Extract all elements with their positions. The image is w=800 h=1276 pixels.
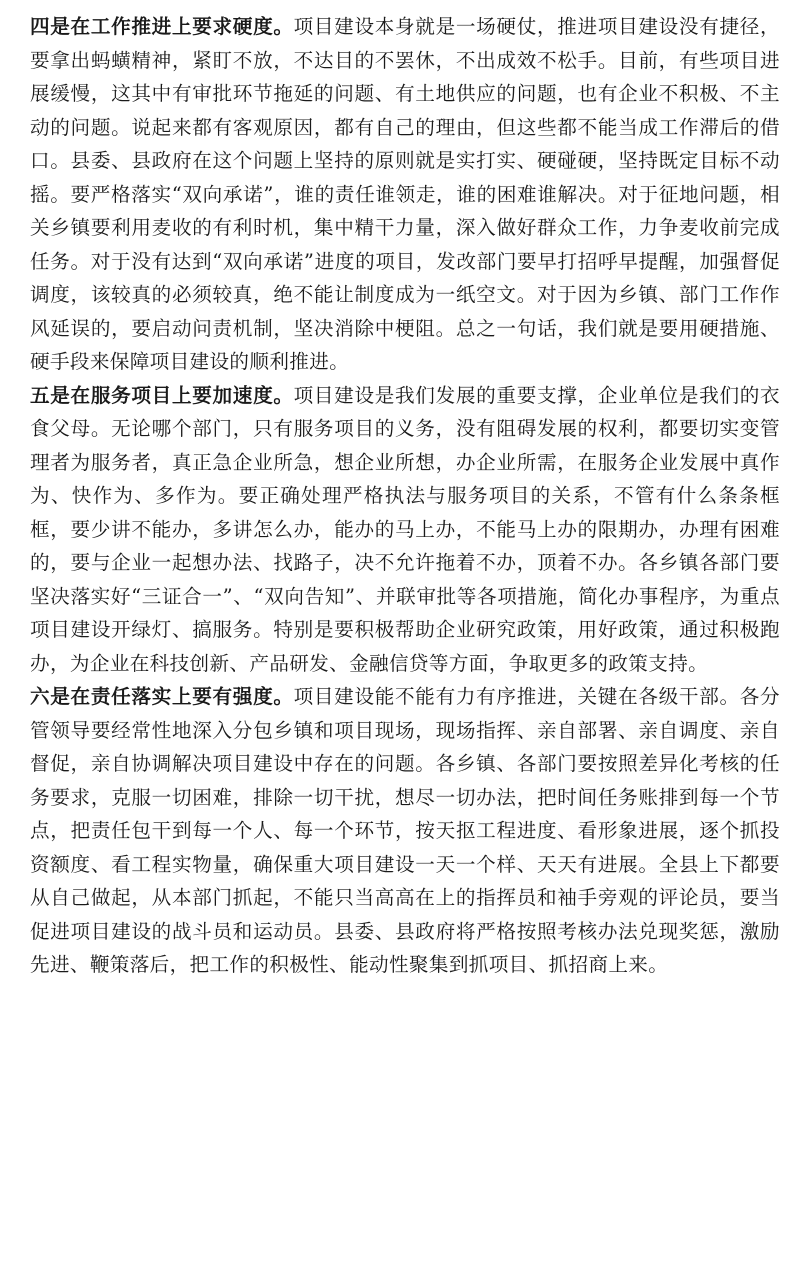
paragraph-heading: 四是在工作推进上要求硬度。: [30, 15, 294, 38]
paragraph-body: 项目建设能不能有力有序推进，关键在各级干部。各分管领导要经常性地深入分包乡镇和项目现场，现场指挥、亲自部署、亲自调度、亲自督促，亲自协调解决项目建设中存在的问题。各乡镇、各部门要按照差异化考核的任务要求，克服一切困难，排除一切干扰，想尽一切办法，把时间任务账排到每一个节点，把责任包干到每一个人、每一个环节，按天抠工程进度、看形象进展，逐个抓投资额度、看工程实物量，确保重大项目建设一天一个样、天天有进展。全县上下都要从自己做起，从本部门抓起，不能只当高高在上的指挥员和袖手旁观的评论员，要当促进项目建设的战斗员和运动员。县委、县政府将严格按照考核办法兑现奖惩，激励先进、鞭策落后，把工作的积极性、能动性聚集到抓项目、抓招商上来。: [30, 685, 780, 976]
paragraph-body: 项目建设是我们发展的重要支撑，企业单位是我们的衣食父母。无论哪个部门，只有服务项目的义务，没有阻碍发展的权利，都要切实变管理者为服务者，真正急企业所急，想企业所想，办企业所需，在服务企业发展中真作为、快作为、多作为。要正确处理严格执法与服务项目的关系，不管有什么条条框框，要少讲不能办，多讲怎么办，能办的马上办，不能马上办的限期办，办理有困难的，要与企业一起想办法、找路子，决不允许拖着不办，顶着不办。各乡镇各部门要坚决落实好“三证合一”、“双向告知”、并联审批等各项措施，简化办事程序，为重点项目建设开绿灯、搞服务。特别是要积极帮助企业研究政策，用好政策，通过积极跑办，为企业在科技创新、产品研发、金融信贷等方面，争取更多的政策支持。: [30, 383, 780, 675]
paragraph-work-progress: [30, 10, 780, 379]
paragraph-heading: 五是在服务项目上要加速度。: [30, 383, 294, 407]
paragraph-heading: 六是在责任落实上要有强度。: [30, 685, 294, 708]
paragraph-body: 项目建设本身就是一场硬仗，推进项目建设没有捷径，要拿出蚂蟥精神，紧盯不放，不达目的不罢休，不出成效不松手。目前，有些项目进展缓慢，这其中有审批环节拖延的问题、有土地供应的问题，也有企业不积极、不主动的问题。说起来都有客观原因，都有自己的理由，但这些都不能当成工作滞后的借口。县委、县政府在这个问题上坚持的原则就是实打实、硬碰硬，坚持既定目标不动摇。要严格落实“双向承诺”，谁的责任谁领走，谁的困难谁解决。对于征地问题，相关乡镇要利用麦收的有利时机，集中精干力量，深入做好群众工作，力争麦收前完成任务。对于没有达到“双向承诺”进度的项目，发改部门要早打招呼早提醒，加强督促调度，该较真的必须较真，绝不能让制度成为一纸空文。对于因为乡镇、部门工作作风延误的，要启动问责机制，坚决消除中梗阻。总之一句话，我们就是要用硬措施、硬手段来保障项目建设的顺利推进。: [30, 15, 780, 373]
paragraph-service-projects: [30, 379, 780, 681]
document-page: [30, 10, 780, 982]
paragraph-responsibility: [30, 680, 780, 982]
